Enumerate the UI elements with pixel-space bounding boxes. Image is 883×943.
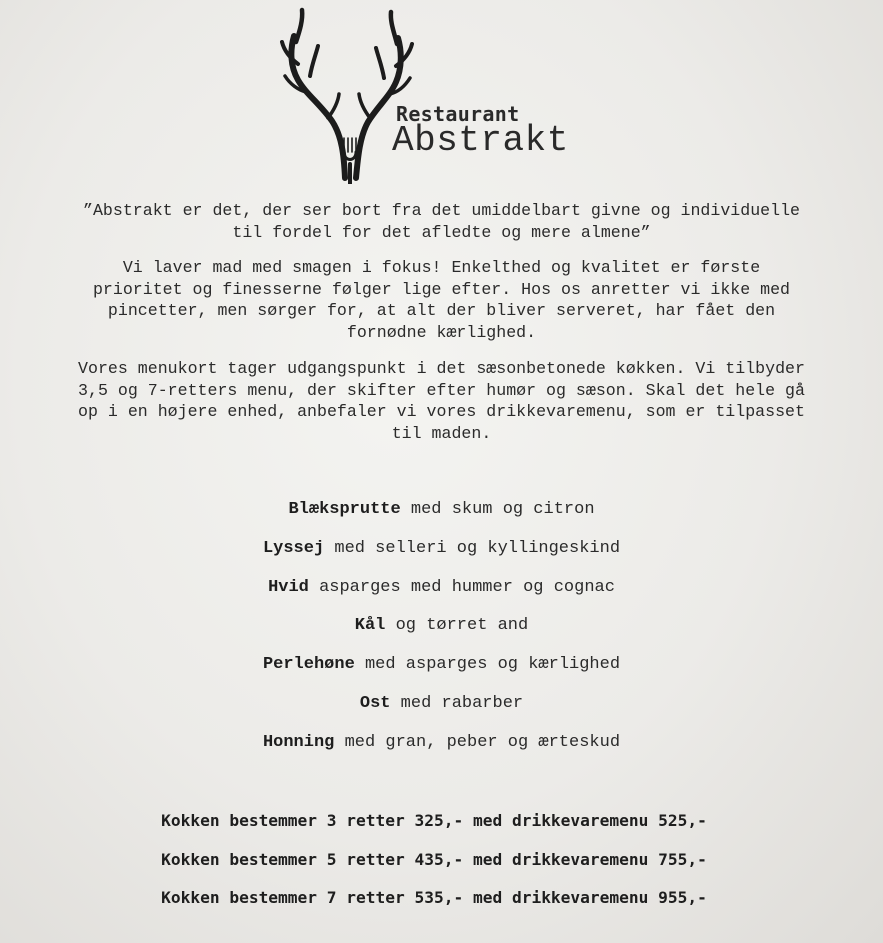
menu-description-line: til maden. bbox=[391, 423, 492, 443]
quote-line: ”Abstrakt er det, der ser bort fra det umiddelbart givne og individuelle bbox=[83, 201, 800, 220]
dish-description: med gran, peber og ærteskud bbox=[334, 732, 621, 752]
dish-name: Perlehøne bbox=[262, 655, 355, 675]
dish-name: Lyssej bbox=[262, 538, 325, 558]
dish-name: Kål bbox=[354, 616, 386, 636]
dish-name: Honning bbox=[262, 732, 335, 752]
dish-description: med skum og citron bbox=[400, 500, 595, 519]
quote-line: til fordel for det afledte og mere almene” bbox=[232, 222, 651, 242]
dish-item bbox=[0, 653, 883, 692]
price-line: Kokken bestemmer 3 retter 325,- med drikkevaremenu 525,- bbox=[161, 811, 707, 830]
dish-description: med selleri og kyllingeskind bbox=[324, 538, 621, 558]
dish-item bbox=[0, 498, 883, 537]
menu-description-line: 3,5 og 7-retters menu, der skifter efter humør og sæson. Skal det hele gå bbox=[78, 380, 805, 400]
restaurant-logo bbox=[270, 6, 610, 186]
intro-paragraph bbox=[0, 257, 883, 343]
dish-item bbox=[0, 614, 883, 653]
price-line: Kokken bestemmer 5 retter 435,- med drikkevaremenu 755,- bbox=[161, 849, 707, 869]
price-line: Kokken bestemmer 7 retter 535,- med drikkevaremenu 955,- bbox=[161, 888, 707, 907]
dish-item bbox=[0, 537, 883, 576]
menu-description-line: Vores menukort tager udgangspunkt i det sæsonbetonede køkken. Vi tilbyder bbox=[78, 359, 805, 378]
dish-name: Ost bbox=[359, 693, 391, 713]
price-list bbox=[0, 809, 868, 925]
menu-description-line: op i en højere enhed, anbefaler vi vores drikkevaremenu, som er tilpasset bbox=[78, 402, 805, 421]
intro-line: pincetter, men sørger for, at alt der bliver serveret, har fået den bbox=[107, 301, 776, 320]
dish-description: med rabarber bbox=[390, 693, 524, 713]
dish-item bbox=[0, 731, 883, 770]
dish-item bbox=[0, 576, 883, 615]
menu-description bbox=[0, 358, 883, 444]
intro-line: Vi laver mad med smagen i fokus! Enkelthed og kvalitet er første bbox=[122, 258, 761, 277]
logo-restaurant-label: Restaurant bbox=[396, 102, 520, 126]
dish-description: med asparges og kærlighed bbox=[354, 655, 621, 675]
dish-description: og tørret and bbox=[385, 616, 529, 636]
intro-line: prioritet og finesserne følger lige efter. Hos os anretter vi ikke med bbox=[92, 279, 791, 299]
dish-list bbox=[0, 498, 883, 770]
restaurant-name: Abstrakt bbox=[392, 120, 569, 161]
quote bbox=[0, 200, 883, 243]
intro-line: fornødne kærlighed. bbox=[346, 322, 537, 342]
dish-description: asparges med hummer og cognac bbox=[308, 577, 615, 597]
dish-name: Hvid bbox=[268, 577, 309, 597]
dish-name: Blæksprutte bbox=[288, 500, 401, 519]
dish-item bbox=[0, 692, 883, 731]
